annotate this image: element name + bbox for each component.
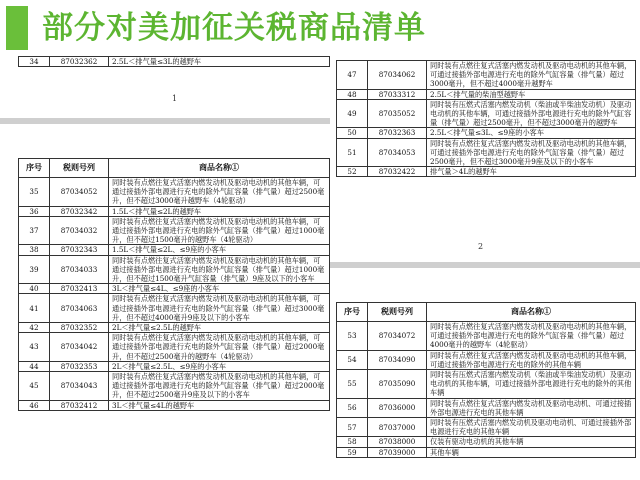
product-name: 3L＜排气量≤4L、≤9座的小客车 [109, 284, 330, 294]
product-name: 同时装有点燃往复式活塞内燃发动机及驱动电动机的其他车辆，可通过接插外部电源进行充电的除外气缸容量（排气量）超过1000毫升，但不超过1500毫升气缸容量（排气量）9座及以下的小客车 [109, 255, 330, 284]
row-number: 47 [337, 61, 368, 90]
tariff-code: 87035090 [368, 370, 427, 399]
header-name: 商品名称① [109, 159, 330, 178]
row-number: 40 [19, 284, 50, 294]
row-number: 36 [19, 206, 50, 216]
row-number: 43 [19, 333, 50, 362]
document-page-right-top [330, 56, 640, 262]
row-number: 41 [19, 294, 50, 323]
product-name: 仅装有驱动电动机的其他车辆 [427, 437, 636, 447]
row-number: 54 [337, 350, 368, 369]
table-right-top [336, 60, 636, 177]
tariff-code: 87034063 [50, 294, 109, 323]
row-number: 59 [337, 447, 368, 457]
row-number: 42 [19, 323, 50, 333]
table-row [337, 370, 636, 399]
table-row [19, 400, 330, 410]
product-name: 2.5L＜排气量≤3L、≤9座的小客车 [427, 128, 636, 138]
row-number: 50 [337, 128, 368, 138]
tariff-code: 87034072 [368, 322, 427, 351]
product-name: 3L＜排气量≤4L的越野车 [109, 400, 330, 410]
row-number: 38 [19, 245, 50, 255]
tariff-code: 87032422 [368, 167, 427, 177]
tariff-code: 87036000 [368, 398, 427, 417]
product-name: 同时装有点燃往复式活塞内燃发动机及驱动电动机的其他车辆，可通过接插外部电源进行充电的除外气缸容量（排气量）超过2000毫升，但不超过2500毫升9座及以下的小客车 [109, 372, 330, 401]
table-row [337, 89, 636, 99]
product-name: 同时装有点燃往复式活塞内燃发动机及驱动电动机的其他车辆，可通过接插外部电源进行充电的除外气缸容量（排气量）超过2500毫升，但不超过3000毫升越野车（4轮驱动） [109, 178, 330, 207]
table-row [19, 294, 330, 323]
table-header-row [19, 159, 330, 178]
table-row [19, 57, 330, 67]
page-number: 1 [172, 94, 178, 103]
tariff-code: 87034032 [50, 216, 109, 245]
row-number: 34 [19, 57, 50, 67]
row-number: 49 [337, 99, 368, 128]
tariff-code: 87032342 [50, 206, 109, 216]
row-number: 57 [337, 418, 368, 437]
row-number: 48 [337, 89, 368, 99]
row-number: 44 [19, 361, 50, 371]
table-row [337, 138, 636, 167]
product-name: 排气量＞4L的越野车 [427, 167, 636, 177]
row-number: 53 [337, 322, 368, 351]
title-banner [0, 0, 640, 56]
table-row [337, 167, 636, 177]
tariff-code: 87034052 [50, 178, 109, 207]
table-row [337, 128, 636, 138]
tariff-code: 87038000 [368, 437, 427, 447]
tariff-code: 87039000 [368, 447, 427, 457]
product-name: 同时装有点燃往复式活塞内燃发动机及驱动电动机的其他车辆，可通过接插外部电源进行充电的除外气缸容量（排气量）超过2500毫升，但不超过3000毫升9座及以下的小客车 [427, 138, 636, 167]
tariff-code: 87032362 [50, 57, 109, 67]
product-name: 2.5L＜排气量的柴油型越野车 [427, 89, 636, 99]
header-code: 税则号列 [368, 303, 427, 322]
product-name: 2.5L＜排气量≤3L的越野车 [109, 57, 330, 67]
tariff-code: 87032353 [50, 361, 109, 371]
table-row [337, 61, 636, 90]
tariff-code: 87032352 [50, 323, 109, 333]
product-name: 1.5L＜排气量≤2L的越野车 [109, 206, 330, 216]
product-name: 2L＜排气量≤2.5L的越野车 [109, 323, 330, 333]
row-number: 35 [19, 178, 50, 207]
tariff-code: 87035052 [368, 99, 427, 128]
table-row [337, 322, 636, 351]
table-row [19, 245, 330, 255]
tariff-code: 87033312 [368, 89, 427, 99]
header-no: 序号 [19, 159, 50, 178]
product-name: 2L＜排气量≤2.5L、≤9座的小客车 [109, 361, 330, 371]
tariff-code: 87034042 [50, 333, 109, 362]
table-row [19, 216, 330, 245]
page-number: 2 [478, 242, 484, 251]
row-number: 51 [337, 138, 368, 167]
tariff-code: 87034043 [50, 372, 109, 401]
page-title: 部分对美加征关税商品清单 [42, 10, 426, 46]
table-row [19, 333, 330, 362]
table-row [337, 350, 636, 369]
header-name: 商品名称① [427, 303, 636, 322]
tariff-code: 87032413 [50, 284, 109, 294]
tariff-code: 87034053 [368, 138, 427, 167]
product-name: 同时装有点燃往复式活塞内燃发动机及驱动电动机的其他车辆，可通过接插外部电源进行充电的除外气缸容量（排气量）超过4000毫升的越野车（4轮驱动） [427, 322, 636, 351]
table-row [337, 398, 636, 417]
product-name: 同时装有点燃往复式活塞内燃发动机及驱动电动机的其他车辆，可通过接插外部电源进行充电的除外的其他车辆 [427, 350, 636, 369]
row-number: 52 [337, 167, 368, 177]
table-row [19, 361, 330, 371]
row-number: 45 [19, 372, 50, 401]
tariff-code: 87034090 [368, 350, 427, 369]
table-row [19, 323, 330, 333]
table-row [337, 447, 636, 457]
document-page-left [0, 124, 330, 480]
product-name: 同时装有点燃往复式活塞内燃发动机及驱动电动机的其他车辆，可通过接插外部电源进行充电的除外气缸容量（排气量）超过3000毫升，但不超过4000毫升越野车 [427, 61, 636, 90]
tariff-code: 87032343 [50, 245, 109, 255]
row-number: 39 [19, 255, 50, 284]
table-left [18, 158, 330, 411]
product-name: 同时装有点燃往复式活塞内燃发动机及驱动电动机的其他车辆，可通过接插外部电源进行充电的除外气缸容量（排气量）超过3000毫升，但不超过4000毫升9座及以下的小客车 [109, 294, 330, 323]
tariff-code: 87037000 [368, 418, 427, 437]
row-number: 58 [337, 437, 368, 447]
table-row [19, 206, 330, 216]
table-row [19, 178, 330, 207]
table-row [19, 255, 330, 284]
row-number: 46 [19, 400, 50, 410]
table-row [19, 284, 330, 294]
product-name: 同时装有点燃往复式活塞内燃发动机及驱动电动机的其他车辆，可通过接插外部电源进行充电的除外气缸容量（排气量）超过1000毫升，但不超过1500毫升的越野车（4轮驱动） [109, 216, 330, 245]
table-row [337, 418, 636, 437]
document-page-right-bottom [330, 268, 640, 480]
document-page-top [0, 56, 330, 118]
table-row [19, 372, 330, 401]
product-name: 1.5L＜排气量≤2L、≤9座的小客车 [109, 245, 330, 255]
product-name: 同时装有点燃往复式活塞内燃发动机及驱动电动机的其他车辆，可通过接插外部电源进行充电的除外气缸容量（排气量）超过2000毫升，但不超过2500毫升的越野车（4轮驱动） [109, 333, 330, 362]
row-number: 56 [337, 398, 368, 417]
product-name: 同时装有压燃式活塞内燃发动机（柴油或半柴油发动机）及驱动电动机的其他车辆，可通过接插外部电源进行充电的除外的其他车辆 [427, 370, 636, 399]
title-accent-bar [6, 6, 28, 50]
tariff-code: 87032363 [368, 128, 427, 138]
table-top [18, 56, 330, 67]
row-number: 55 [337, 370, 368, 399]
table-row [337, 437, 636, 447]
product-name: 同时装有压燃式活塞内燃发动机（柴油或半柴油发动机）及驱动电动机的其他车辆，可通过接插外部电源进行充电的除外气缸容量（排气量）超过2500毫升，但不超过3000毫升的越野车 [427, 99, 636, 128]
table-row [337, 99, 636, 128]
table-right-bottom [336, 302, 636, 458]
product-name: 同时装有压燃式活塞内燃发动机及驱动电动机、可通过接插外部电源进行充电的其他车辆 [427, 418, 636, 437]
product-name: 其他车辆 [427, 447, 636, 457]
tariff-code: 87032412 [50, 400, 109, 410]
header-no: 序号 [337, 303, 368, 322]
product-name: 同时装有点燃往复式活塞内燃发动机及驱动电动机、可通过接插外部电源进行充电的其他车辆 [427, 398, 636, 417]
header-code: 税则号列 [50, 159, 109, 178]
table-header-row [337, 303, 636, 322]
tariff-code: 87034062 [368, 61, 427, 90]
row-number: 37 [19, 216, 50, 245]
tariff-code: 87034033 [50, 255, 109, 284]
